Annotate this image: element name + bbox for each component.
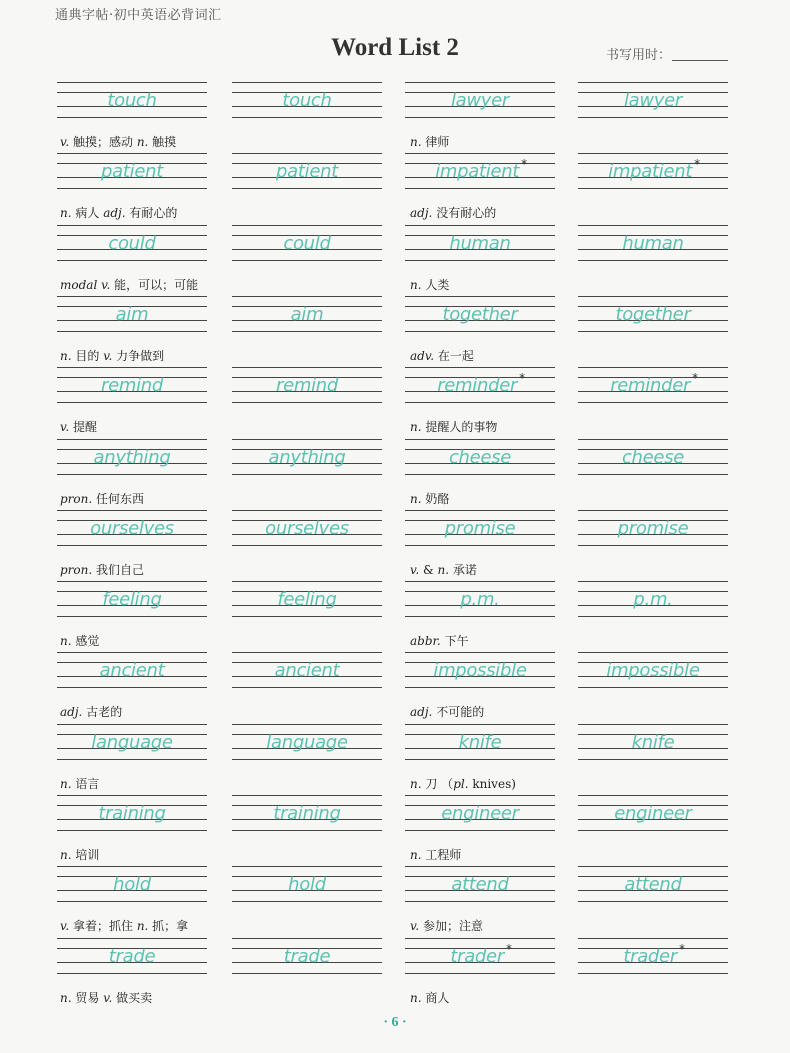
word-sample-cell: [57, 866, 207, 912]
vocab-word: [57, 803, 207, 824]
vocab-word-text: hold: [288, 874, 326, 896]
word-practice-cell: [578, 938, 728, 984]
part-of-speech: abbr.: [410, 634, 441, 649]
word-definition: [60, 917, 188, 934]
word-sample-cell: [405, 866, 555, 912]
word-practice-cell: [578, 153, 728, 199]
word-definition: [60, 989, 152, 1006]
word-sample-cell: [57, 82, 207, 128]
vocab-word-text: ancient: [274, 660, 340, 682]
vocab-word: [232, 518, 382, 539]
writing-time-label: 书写用时：: [606, 48, 672, 63]
word-sample-cell: [405, 82, 555, 128]
word-row: [0, 82, 790, 153]
word-definition: [410, 133, 449, 150]
asterisk-mark: *: [505, 941, 512, 956]
part-of-speech: adj.: [410, 705, 433, 720]
part-of-speech: n.: [136, 919, 149, 934]
word-definition: [60, 703, 122, 720]
word-row: [0, 795, 790, 866]
word-sample-cell: [57, 795, 207, 841]
vocab-word: [57, 375, 207, 396]
word-sample-cell: [405, 296, 555, 342]
vocab-word-text: impossible: [433, 660, 527, 682]
vocab-word: [232, 233, 382, 254]
vocab-word: [578, 803, 728, 824]
vocab-word: [232, 161, 382, 182]
definition-text: 触摸: [148, 135, 177, 149]
word-row: [0, 652, 790, 723]
vocab-word-text: attend: [451, 874, 509, 896]
vocab-word: [578, 941, 728, 967]
word-definition: [410, 846, 461, 863]
vocab-word: [57, 161, 207, 182]
definition-text: 没有耐心的: [432, 206, 497, 221]
word-practice-cell: [232, 938, 382, 984]
vocab-word-text: trader: [623, 945, 677, 967]
word-sample-cell: [57, 510, 207, 556]
part-of-speech: pron.: [60, 562, 93, 577]
vocab-word: [578, 233, 728, 254]
part-of-speech: n.: [410, 420, 422, 435]
vocab-word: [232, 447, 382, 468]
word-row: [0, 153, 790, 224]
word-practice-cell: [578, 510, 728, 556]
definition-text: 有耐心的: [125, 206, 178, 221]
word-definition: [60, 775, 99, 792]
vocab-word: [57, 946, 207, 967]
word-sample-cell: [405, 724, 555, 770]
word-definition: [60, 276, 198, 293]
vocab-word-text: feeling: [102, 589, 162, 611]
definition-text: 触摸；感动: [69, 135, 137, 149]
definition-text: 目的: [71, 348, 104, 363]
vocab-word: [578, 371, 728, 397]
definition-text: 工程师: [421, 848, 462, 862]
vocab-word: [405, 304, 555, 325]
vocab-word-text: remind: [100, 375, 164, 397]
word-practice-cell: [232, 866, 382, 912]
vocab-word-text: patient: [101, 161, 163, 183]
vocab-word: [232, 375, 382, 396]
word-practice-cell: [578, 724, 728, 770]
vocab-word-text: reminder: [610, 375, 691, 397]
vocab-word: [405, 447, 555, 468]
definition-text: 做买卖: [112, 990, 153, 1005]
word-definition: [60, 561, 144, 578]
vocab-word-text: ourselves: [265, 517, 349, 539]
part-of-speech: pron.: [60, 491, 93, 506]
word-definition: [60, 347, 164, 364]
word-practice-cell: [232, 724, 382, 770]
part-of-speech: adj.: [60, 705, 83, 720]
word-practice-cell: [232, 652, 382, 698]
word-definition: [60, 204, 177, 221]
vocab-word: [232, 732, 382, 753]
word-sample-cell: [57, 938, 207, 984]
vocab-word-text: language: [266, 731, 348, 753]
vocab-word: [578, 157, 728, 183]
vocab-word-text: cheese: [621, 446, 685, 468]
word-definition: [410, 917, 483, 934]
vocab-word: [57, 660, 207, 681]
word-practice-cell: [232, 510, 382, 556]
vocab-word-text: trader: [450, 945, 504, 967]
definition-text: 参加；注意: [419, 919, 483, 934]
word-definition: [410, 204, 496, 221]
definition-text: 贸易: [71, 990, 104, 1005]
vocab-word-text: promise: [444, 517, 516, 539]
vocab-word: [405, 803, 555, 824]
vocab-word-text: touch: [282, 90, 332, 111]
asterisk-mark: *: [694, 157, 700, 172]
part-of-speech: v.: [410, 562, 420, 577]
vocab-word: [405, 371, 555, 397]
vocab-word-text: reminder: [437, 375, 518, 397]
vocab-word: [578, 732, 728, 753]
writing-time-blank: [672, 60, 728, 61]
part-of-speech: n.: [60, 634, 72, 649]
part-of-speech: pl.: [453, 776, 469, 791]
part-of-speech: n.: [410, 491, 422, 506]
word-row: [0, 367, 790, 438]
word-row: [0, 581, 790, 652]
vocab-word: [232, 946, 382, 967]
definition-text: 语言: [71, 776, 100, 791]
vocab-word: [405, 732, 555, 753]
part-of-speech: n.: [410, 277, 422, 292]
word-definition: [410, 989, 449, 1006]
page-number: · 6 ·: [383, 1015, 407, 1030]
word-practice-cell: [578, 795, 728, 841]
word-row: [0, 296, 790, 367]
vocab-word-text: anything: [93, 446, 171, 468]
definition-text: 律师: [421, 135, 450, 149]
part-of-speech: adj.: [103, 206, 126, 221]
part-of-speech: n.: [410, 776, 422, 791]
word-practice-cell: [578, 866, 728, 912]
vocab-word: [578, 589, 728, 610]
word-definition: [60, 846, 99, 863]
vocab-word: [57, 447, 207, 468]
word-sample-cell: [57, 581, 207, 627]
definition-text: &: [419, 562, 438, 577]
asterisk-mark: *: [521, 157, 527, 172]
word-sample-cell: [57, 153, 207, 199]
vocab-word-text: ancient: [99, 660, 165, 682]
part-of-speech: n.: [410, 990, 422, 1005]
word-sample-cell: [57, 296, 207, 342]
word-sample-cell: [57, 367, 207, 413]
vocab-word-text: could: [108, 232, 156, 254]
word-definition: [410, 632, 469, 649]
vocab-word-text: feeling: [277, 589, 337, 611]
vocab-word-text: impatient: [608, 161, 693, 183]
vocab-word: [232, 874, 382, 895]
part-of-speech: adj.: [410, 206, 433, 221]
word-practice-cell: [232, 82, 382, 128]
definition-text: knives): [468, 776, 516, 791]
vocab-word-text: impatient: [435, 161, 520, 183]
vocab-word-text: knife: [631, 731, 675, 753]
vocab-word-text: engineer: [441, 803, 519, 824]
vocab-word: [405, 233, 555, 254]
vocab-word: [57, 518, 207, 539]
word-sample-cell: [405, 652, 555, 698]
vocab-word: [578, 518, 728, 539]
word-definition: [410, 418, 497, 435]
word-definition: [60, 632, 99, 649]
vocab-word: [578, 90, 728, 111]
vocab-word-text: could: [283, 232, 331, 254]
word-practice-cell: [232, 581, 382, 627]
vocab-word: [578, 304, 728, 325]
vocab-word-text: impossible: [606, 660, 700, 682]
word-practice-cell: [232, 367, 382, 413]
word-row: [0, 510, 790, 581]
vocab-word: [405, 660, 555, 681]
word-practice-cell: [578, 225, 728, 271]
asterisk-mark: *: [519, 371, 525, 386]
definition-text: 在一起: [434, 348, 474, 363]
vocab-word-text: human: [622, 232, 684, 254]
vocab-word: [57, 874, 207, 895]
part-of-speech: adv.: [410, 348, 435, 363]
part-of-speech: n.: [60, 776, 72, 791]
word-definition: [410, 775, 516, 792]
vocab-word-text: remind: [275, 375, 339, 397]
definition-text: 人类: [421, 277, 450, 292]
word-practice-cell: [232, 795, 382, 841]
vocab-word-text: together: [615, 303, 691, 325]
part-of-speech: v.: [60, 135, 70, 149]
vocab-word: [578, 660, 728, 681]
vocab-word: [232, 90, 382, 111]
vocab-word-text: attend: [624, 874, 682, 896]
vocab-word: [57, 732, 207, 753]
series-header: 通典字帖·初中英语必背词汇: [55, 8, 222, 23]
vocab-word: [405, 157, 555, 183]
definition-text: 刀 （: [421, 776, 454, 791]
vocab-word: [232, 660, 382, 681]
vocab-word: [405, 90, 555, 111]
part-of-speech: v.: [410, 919, 420, 934]
vocab-word-text: promise: [617, 517, 689, 539]
word-definition: [410, 347, 474, 364]
word-sample-cell: [57, 652, 207, 698]
word-row: [0, 866, 790, 937]
word-sample-cell: [405, 153, 555, 199]
word-practice-cell: [232, 225, 382, 271]
part-of-speech: n.: [60, 206, 72, 221]
vocab-word-text: lawyer: [623, 90, 683, 111]
definition-text: 奶酪: [421, 491, 450, 506]
vocab-word: [57, 304, 207, 325]
vocab-word-text: training: [273, 803, 341, 824]
word-row: [0, 439, 790, 510]
word-sample-cell: [57, 225, 207, 271]
part-of-speech: v.: [60, 420, 70, 435]
vocab-word-text: trade: [283, 945, 331, 967]
word-sample-cell: [57, 724, 207, 770]
vocab-word: [57, 90, 207, 111]
word-sample-cell: [405, 439, 555, 485]
vocab-word-text: aim: [290, 303, 324, 325]
word-definition: [410, 561, 477, 578]
word-practice-cell: [232, 296, 382, 342]
part-of-speech: v.: [103, 348, 113, 363]
definition-text: 病人: [71, 206, 104, 221]
definition-text: 拿着；抓住: [69, 919, 137, 934]
part-of-speech: modal v.: [60, 277, 111, 292]
vocab-word: [405, 941, 555, 967]
word-sample-cell: [405, 938, 555, 984]
part-of-speech: n.: [60, 848, 72, 862]
vocab-word-text: ourselves: [90, 517, 174, 539]
word-practice-cell: [578, 652, 728, 698]
word-definition: [60, 418, 97, 435]
vocab-word-text: training: [98, 803, 166, 824]
part-of-speech: n.: [136, 135, 149, 149]
definition-text: 任何东西: [92, 491, 145, 506]
word-definition: [410, 490, 449, 507]
word-practice-cell: [578, 581, 728, 627]
definition-text: 下午: [440, 634, 469, 649]
vocab-word-text: patient: [276, 161, 338, 183]
vocab-word: [232, 589, 382, 610]
vocab-word: [57, 589, 207, 610]
vocab-word: [232, 304, 382, 325]
vocab-word-text: trade: [108, 945, 156, 967]
vocab-word: [578, 447, 728, 468]
word-practice-cell: [232, 439, 382, 485]
definition-text: 能，可以；可能: [110, 277, 199, 292]
page-title: Word List 2: [331, 34, 459, 61]
word-sample-cell: [405, 367, 555, 413]
vocab-word: [57, 233, 207, 254]
vocab-word: [405, 589, 555, 610]
word-row: [0, 938, 790, 1009]
vocab-word-text: cheese: [448, 446, 512, 468]
word-definition: [410, 703, 484, 720]
word-practice-cell: [578, 439, 728, 485]
definition-text: 抓；拿: [148, 919, 189, 934]
asterisk-mark: *: [692, 371, 698, 386]
part-of-speech: n.: [410, 848, 422, 862]
part-of-speech: n.: [437, 562, 450, 577]
definition-text: 提醒人的事物: [421, 420, 498, 435]
word-definition: [60, 133, 176, 150]
word-sample-cell: [57, 439, 207, 485]
vocab-word-text: p.m.: [633, 589, 673, 611]
definition-text: 古老的: [82, 705, 123, 720]
part-of-speech: n.: [410, 135, 422, 149]
asterisk-mark: *: [678, 941, 685, 956]
definition-text: 感觉: [71, 634, 100, 649]
vocab-word-text: engineer: [614, 803, 692, 824]
vocab-word-text: hold: [113, 874, 151, 896]
vocab-word: [405, 874, 555, 895]
definition-text: 提醒: [69, 420, 97, 435]
part-of-speech: n.: [60, 348, 72, 363]
vocab-word-text: anything: [268, 446, 346, 468]
definition-text: 力争做到: [112, 348, 165, 363]
definition-text: 商人: [421, 990, 450, 1005]
vocab-word-text: touch: [107, 90, 157, 111]
definition-text: 我们自己: [92, 562, 145, 577]
word-definition: [60, 490, 144, 507]
definition-text: 培训: [71, 848, 100, 862]
word-practice-cell: [578, 367, 728, 413]
vocab-word-text: aim: [115, 303, 149, 325]
vocab-word-text: p.m.: [460, 589, 500, 611]
part-of-speech: n.: [60, 990, 72, 1005]
part-of-speech: v.: [60, 919, 70, 934]
definition-text: 承诺: [449, 562, 477, 577]
word-sample-cell: [405, 510, 555, 556]
word-practice-cell: [578, 296, 728, 342]
vocab-word-text: knife: [458, 731, 502, 753]
vocab-word-text: together: [442, 303, 518, 325]
vocab-word: [405, 518, 555, 539]
vocab-word: [578, 874, 728, 895]
word-sample-cell: [405, 225, 555, 271]
vocab-word-text: lawyer: [450, 90, 510, 111]
word-row: [0, 225, 790, 296]
vocab-word-text: human: [449, 232, 511, 254]
word-definition: [410, 276, 449, 293]
part-of-speech: v.: [103, 990, 113, 1005]
word-practice-cell: [578, 82, 728, 128]
word-practice-cell: [232, 153, 382, 199]
vocab-word: [232, 803, 382, 824]
word-row: [0, 724, 790, 795]
word-sample-cell: [405, 581, 555, 627]
vocab-word-text: language: [91, 731, 173, 753]
definition-text: 不可能的: [432, 705, 485, 720]
word-sample-cell: [405, 795, 555, 841]
